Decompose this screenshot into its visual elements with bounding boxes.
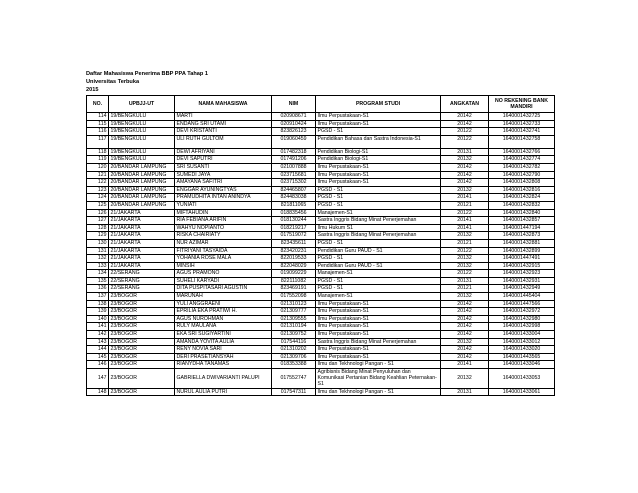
account-number: 1640001432931 — [489, 277, 555, 285]
student-name: DEVI SAPUTRI — [175, 156, 272, 164]
program-cell: Ilmu Hukum S1 — [316, 224, 441, 232]
table-row — [87, 346, 555, 354]
account-number: 1640001432857 — [489, 217, 555, 225]
angkatan-cell: 20141 — [441, 361, 489, 369]
upbjj-cell: 23/BOGOR — [109, 369, 175, 389]
angkatan-cell: 20132 — [441, 156, 489, 164]
angkatan-cell: 20131 — [441, 388, 489, 396]
row-number: 125 — [87, 201, 109, 209]
row-number: 146 — [87, 361, 109, 369]
col-header-program: PROGRAM STUDI — [316, 96, 441, 113]
account-number: 1640001432816 — [489, 186, 555, 194]
upbjj-cell: 23/BOGOR — [109, 338, 175, 346]
table-row — [87, 239, 555, 247]
row-number: 143 — [87, 338, 109, 346]
nim-cell: 822048029 — [272, 262, 316, 270]
angkatan-cell: 20122 — [441, 247, 489, 255]
program-cell: Pendidikan Bahasa dan Sastra Indonesia-S1 — [316, 135, 441, 148]
table-row — [87, 186, 555, 194]
upbjj-cell: 21/JAKARTA — [109, 239, 175, 247]
nim-cell: 020908671 — [272, 113, 316, 121]
student-name: SUMEDI JAYA — [175, 171, 272, 179]
row-number: 132 — [87, 255, 109, 263]
student-name: EKA SRI SUGIYARTINI — [175, 331, 272, 339]
student-name: AGUS PRAMONO — [175, 270, 272, 278]
account-number: 1640001432790 — [489, 171, 555, 179]
nim-cell: 017491206 — [272, 156, 316, 164]
account-number: 1640001432832 — [489, 201, 555, 209]
upbjj-cell: 20/BANDAR LAMPUNG — [109, 163, 175, 171]
angkatan-cell: 20122 — [441, 135, 489, 148]
account-number: 1640001432725 — [489, 113, 555, 121]
row-number: 137 — [87, 293, 109, 301]
table-row — [87, 262, 555, 270]
nim-cell: 021310202 — [272, 346, 316, 354]
account-number: 1640001432980 — [489, 315, 555, 323]
table-row — [87, 323, 555, 331]
table-row — [87, 293, 555, 301]
row-number: 115 — [87, 120, 109, 128]
nim-cell: 018353388 — [272, 361, 316, 369]
program-cell: Ilmu Perpustakaan-S1 — [316, 120, 441, 128]
upbjj-cell: 23/BOGOR — [109, 308, 175, 316]
upbjj-cell: 19/BENGKULU — [109, 128, 175, 136]
angkatan-cell: 20132 — [441, 186, 489, 194]
account-number: 1640001447566 — [489, 300, 555, 308]
program-cell: PGSD - S1 — [316, 201, 441, 209]
upbjj-cell: 23/BOGOR — [109, 315, 175, 323]
student-name: RISKA CHAIRIATY — [175, 232, 272, 240]
student-name: WAHYU NOPIANTO — [175, 224, 272, 232]
upbjj-cell: 19/BENGKULU — [109, 120, 175, 128]
program-cell: PGSD - S1 — [316, 186, 441, 194]
program-cell: Ilmu dan Tekhnologi Pangan - S1 — [316, 361, 441, 369]
student-name: YULI ANGGRAENI — [175, 300, 272, 308]
account-number: 1640001432733 — [489, 120, 555, 128]
angkatan-cell: 20132 — [441, 232, 489, 240]
angkatan-cell: 20142 — [441, 353, 489, 361]
row-number: 114 — [87, 113, 109, 121]
program-cell: Sastra Inggris Bidang Minat Penerjemahan — [316, 338, 441, 346]
angkatan-cell: 20142 — [441, 113, 489, 121]
program-cell: PGSD - S1 — [316, 239, 441, 247]
row-number: 130 — [87, 239, 109, 247]
nim-cell: 021309777 — [272, 308, 316, 316]
table-row — [87, 232, 555, 240]
upbjj-cell: 22/SERANG — [109, 277, 175, 285]
nim-cell: 021007888 — [272, 163, 316, 171]
row-number: 140 — [87, 315, 109, 323]
upbjj-cell: 23/BOGOR — [109, 323, 175, 331]
program-cell: PGSD - S1 — [316, 285, 441, 293]
program-cell: Ilmu dan Tekhnologi Pangan - S1 — [316, 388, 441, 396]
row-number: 129 — [87, 232, 109, 240]
nim-cell: 018219217 — [272, 224, 316, 232]
program-cell: Agribisnis Bidang Minat Penyuluhan dan Komunikasi Pertanian Bidang Keahlian Peternakan-S1 — [316, 369, 441, 389]
program-cell: Pendidikan Guru PAUD - S1 — [316, 247, 441, 255]
table-row — [87, 300, 555, 308]
upbjj-cell: 20/BANDAR LAMPUNG — [109, 171, 175, 179]
account-number: 1640001432840 — [489, 209, 555, 217]
nim-cell: 017544116 — [272, 338, 316, 346]
angkatan-cell: 20141 — [441, 217, 489, 225]
account-number: 1640001432972 — [489, 308, 555, 316]
nim-cell: 821811065 — [272, 201, 316, 209]
row-number: 121 — [87, 171, 109, 179]
upbjj-cell: 20/BANDAR LAMPUNG — [109, 201, 175, 209]
table-row — [87, 255, 555, 263]
student-name: MINSIH — [175, 262, 272, 270]
nim-cell: 017552747 — [272, 369, 316, 389]
table-row — [87, 247, 555, 255]
row-number: 148 — [87, 388, 109, 396]
student-name: AGUS NUROHMAN — [175, 315, 272, 323]
student-name: RIANYDHA TANAMAS — [175, 361, 272, 369]
student-name: EPRILIA EKA PRATIWI H. — [175, 308, 272, 316]
student-name: NURUL AULIA PUTRI — [175, 388, 272, 396]
account-number: 1640001447194 — [489, 224, 555, 232]
student-name: ENDANG SRI UTAMI — [175, 120, 272, 128]
nim-cell: 018130244 — [272, 217, 316, 225]
upbjj-cell: 23/BOGOR — [109, 388, 175, 396]
row-number: 144 — [87, 346, 109, 354]
program-cell: Sastra Inggris Bidang Minat Penerjemahan — [316, 232, 441, 240]
angkatan-cell: 20132 — [441, 338, 489, 346]
upbjj-cell: 20/BANDAR LAMPUNG — [109, 186, 175, 194]
student-name: MARUNAH — [175, 293, 272, 301]
nim-cell: 019099229 — [272, 270, 316, 278]
angkatan-cell: 20142 — [441, 308, 489, 316]
row-number: 128 — [87, 224, 109, 232]
table-body — [87, 113, 555, 396]
upbjj-cell: 21/JAKARTA — [109, 217, 175, 225]
table-row — [87, 201, 555, 209]
upbjj-cell: 23/BOGOR — [109, 300, 175, 308]
angkatan-cell: 20142 — [441, 300, 489, 308]
nim-cell: 823469191 — [272, 285, 316, 293]
col-header-nim: NIM — [272, 96, 316, 113]
angkatan-cell: 20132 — [441, 255, 489, 263]
program-cell: PGSD - S1 — [316, 194, 441, 202]
account-number: 1640001432923 — [489, 270, 555, 278]
row-number: 136 — [87, 285, 109, 293]
angkatan-cell: 20132 — [441, 262, 489, 270]
table-row — [87, 171, 555, 179]
nim-cell: 017547311 — [272, 388, 316, 396]
row-number: 138 — [87, 300, 109, 308]
table-row — [87, 156, 555, 164]
upbjj-cell: 21/JAKARTA — [109, 232, 175, 240]
account-number: 1640001433012 — [489, 338, 555, 346]
upbjj-cell: 20/BANDAR LAMPUNG — [109, 179, 175, 187]
nim-cell: 020910424 — [272, 120, 316, 128]
account-number: 1640001433046 — [489, 361, 555, 369]
program-cell: Manajemen-S1 — [316, 270, 441, 278]
account-number: 1640001432915 — [489, 262, 555, 270]
table-row — [87, 113, 555, 121]
upbjj-cell: 23/BOGOR — [109, 361, 175, 369]
row-number: 133 — [87, 262, 109, 270]
angkatan-cell: 20141 — [441, 194, 489, 202]
document-title: Daftar Mahasiswa Penerima BBP PPA Tahap 1 — [86, 71, 208, 77]
account-number: 1640001432899 — [489, 247, 555, 255]
student-name: RENY NOVIA SARI — [175, 346, 272, 354]
student-name: ENGGAR AYUNINGTYAS — [175, 186, 272, 194]
angkatan-cell: 20142 — [441, 346, 489, 354]
row-number: 147 — [87, 369, 109, 389]
angkatan-cell: 20142 — [441, 171, 489, 179]
nim-cell: 017519072 — [272, 232, 316, 240]
program-cell: Ilmu Perpustakaan-S1 — [316, 113, 441, 121]
program-cell: Manajemen-S1 — [316, 209, 441, 217]
row-number: 135 — [87, 277, 109, 285]
account-number: 1640001432758 — [489, 135, 555, 148]
student-name: ULI RUTH GULTOM — [175, 135, 272, 148]
row-number: 131 — [87, 247, 109, 255]
account-number: 1640001432824 — [489, 194, 555, 202]
upbjj-cell: 23/BOGOR — [109, 353, 175, 361]
account-number: 1640001433053 — [489, 369, 555, 389]
nim-cell: 822111082 — [272, 277, 316, 285]
row-number: 139 — [87, 308, 109, 316]
program-cell: Ilmu Perpustakaan-S1 — [316, 346, 441, 354]
nim-cell: 017482318 — [272, 148, 316, 156]
account-number: 1640001432881 — [489, 239, 555, 247]
upbjj-cell: 19/BENGKULU — [109, 156, 175, 164]
nim-cell: 023715302 — [272, 179, 316, 187]
angkatan-cell: 20141 — [441, 224, 489, 232]
table-row — [87, 308, 555, 316]
angkatan-cell: 20131 — [441, 277, 489, 285]
upbjj-cell: 23/BOGOR — [109, 346, 175, 354]
university-name: Universitas Terbuka — [86, 78, 140, 85]
student-name: NUR AZIMAR — [175, 239, 272, 247]
account-number: 1640001433061 — [489, 388, 555, 396]
table-row — [87, 315, 555, 323]
angkatan-cell: 20122 — [441, 270, 489, 278]
angkatan-cell: 20142 — [441, 120, 489, 128]
table-row — [87, 128, 555, 136]
nim-cell: 017552098 — [272, 293, 316, 301]
angkatan-cell: 20122 — [441, 209, 489, 217]
table-row — [87, 120, 555, 128]
angkatan-cell: 20121 — [441, 285, 489, 293]
student-name: RIA FEBIANA ARIFIN — [175, 217, 272, 225]
col-header-no: NO. — [87, 96, 109, 113]
angkatan-cell: 20122 — [441, 128, 489, 136]
nim-cell: 823420231 — [272, 247, 316, 255]
table-row — [87, 277, 555, 285]
row-number: 120 — [87, 163, 109, 171]
upbjj-cell: 21/JAKARTA — [109, 224, 175, 232]
row-number: 116 — [87, 128, 109, 136]
student-name: GABRIELLA DWIVARIANTI PALUPI — [175, 369, 272, 389]
nim-cell: 824483038 — [272, 194, 316, 202]
account-number: 1640001432873 — [489, 232, 555, 240]
program-cell: PGSD - S1 — [316, 255, 441, 263]
col-header-name: NAMA MAHASISWA — [175, 96, 272, 113]
account-number: 1640001432774 — [489, 156, 555, 164]
document-year: 2015 — [86, 86, 99, 93]
program-cell: Ilmu Perpustakaan-S1 — [316, 315, 441, 323]
table-row — [87, 194, 555, 202]
program-cell: Ilmu Perpustakaan-S1 — [316, 308, 441, 316]
table-row — [87, 135, 555, 148]
program-cell: PGSD - S1 — [316, 128, 441, 136]
row-number: 145 — [87, 353, 109, 361]
nim-cell: 021309555 — [272, 315, 316, 323]
row-number: 118 — [87, 148, 109, 156]
nim-cell: 021309706 — [272, 353, 316, 361]
student-name: FITRIYANI TASYAIDA — [175, 247, 272, 255]
account-number: 1640001432782 — [489, 163, 555, 171]
student-name: MARTI — [175, 113, 272, 121]
program-cell: Manajemen-S1 — [316, 293, 441, 301]
table-row — [87, 369, 555, 389]
nim-cell: 822019533 — [272, 255, 316, 263]
upbjj-cell: 22/SERANG — [109, 270, 175, 278]
student-name: DITA PUSPITASARI AGUSTIN — [175, 285, 272, 293]
program-cell: Pendidikan Biologi-S1 — [316, 148, 441, 156]
nim-cell: 021309752 — [272, 331, 316, 339]
student-name: DERI PRASETIANSYAH — [175, 353, 272, 361]
table-row — [87, 361, 555, 369]
program-cell: Ilmu Perpustakaan-S1 — [316, 331, 441, 339]
table-row — [87, 270, 555, 278]
table-row — [87, 331, 555, 339]
upbjj-cell: 21/JAKARTA — [109, 255, 175, 263]
program-cell: PGSD - S1 — [316, 277, 441, 285]
program-cell: Ilmu Perpustakaan-S1 — [316, 300, 441, 308]
row-number: 142 — [87, 331, 109, 339]
account-number: 1640001447491 — [489, 255, 555, 263]
nim-cell: 824465807 — [272, 186, 316, 194]
table-row — [87, 217, 555, 225]
row-number: 117 — [87, 135, 109, 148]
table-row — [87, 388, 555, 396]
program-cell: Pendidikan Guru PAUD - S1 — [316, 262, 441, 270]
account-number: 1640001432766 — [489, 148, 555, 156]
student-name: RULY MAULANA — [175, 323, 272, 331]
account-number: 1640001432949 — [489, 285, 555, 293]
table-header-row — [87, 96, 555, 113]
angkatan-cell: 20142 — [441, 179, 489, 187]
student-name: YUNIATI — [175, 201, 272, 209]
account-number: 1640001432998 — [489, 323, 555, 331]
row-number: 134 — [87, 270, 109, 278]
row-number: 127 — [87, 217, 109, 225]
table-row — [87, 353, 555, 361]
upbjj-cell: 19/BENGKULU — [109, 148, 175, 156]
upbjj-cell: 19/BENGKULU — [109, 135, 175, 148]
angkatan-cell: 20142 — [441, 315, 489, 323]
col-header-angkatan: ANGKATAN — [441, 96, 489, 113]
angkatan-cell: 20142 — [441, 331, 489, 339]
student-name: AMANDA YOVITA AULIA — [175, 338, 272, 346]
program-cell: Pendidikan Biologi-S1 — [316, 156, 441, 164]
student-name: YOHANIA ROSE MALA — [175, 255, 272, 263]
row-number: 124 — [87, 194, 109, 202]
table-row — [87, 285, 555, 293]
angkatan-cell: 20131 — [441, 148, 489, 156]
account-number: 1640001433004 — [489, 331, 555, 339]
student-name: AMAYANA SAFITRI — [175, 179, 272, 187]
row-number: 119 — [87, 156, 109, 164]
account-number: 1640001443565 — [489, 353, 555, 361]
angkatan-cell: 20132 — [441, 293, 489, 301]
angkatan-cell: 20121 — [441, 201, 489, 209]
table-row — [87, 148, 555, 156]
table-row — [87, 209, 555, 217]
program-cell: Ilmu Perpustakaan-S1 — [316, 323, 441, 331]
nim-cell: 823826123 — [272, 128, 316, 136]
table-row — [87, 179, 555, 187]
program-cell: Ilmu Perpustakaan-S1 — [316, 171, 441, 179]
account-number: 1640001433020 — [489, 346, 555, 354]
account-number: 1640001432808 — [489, 179, 555, 187]
upbjj-cell: 21/JAKARTA — [109, 247, 175, 255]
nim-cell: 021310194 — [272, 323, 316, 331]
row-number: 126 — [87, 209, 109, 217]
program-cell: Ilmu Perpustakaan-S1 — [316, 353, 441, 361]
angkatan-cell: 20142 — [441, 323, 489, 331]
upbjj-cell: 20/BANDAR LAMPUNG — [109, 194, 175, 202]
program-cell: Ilmu Perpustakaan-S1 — [316, 163, 441, 171]
angkatan-cell: 20142 — [441, 163, 489, 171]
document-header — [86, 71, 208, 94]
angkatan-cell: 20121 — [441, 239, 489, 247]
student-name: DEWI AFRIYANI — [175, 148, 272, 156]
row-number: 122 — [87, 179, 109, 187]
col-header-rekening: NO REKENING BANK MANDIRI — [489, 96, 555, 113]
student-name: PRAMUDHITA INTAN ANINDYA — [175, 194, 272, 202]
upbjj-cell: 19/BENGKULU — [109, 113, 175, 121]
table-row — [87, 163, 555, 171]
upbjj-cell: 21/JAKARTA — [109, 209, 175, 217]
row-number: 123 — [87, 186, 109, 194]
student-name: SRI SUSANTI — [175, 163, 272, 171]
student-name: SUHELI KARYADI — [175, 277, 272, 285]
program-cell: Sastra Inggris Bidang Minat Penerjemahan — [316, 217, 441, 225]
nim-cell: 823435611 — [272, 239, 316, 247]
account-number: 1640001432741 — [489, 128, 555, 136]
nim-cell: 018835456 — [272, 209, 316, 217]
upbjj-cell: 23/BOGOR — [109, 293, 175, 301]
account-number: 1640001445404 — [489, 293, 555, 301]
table-row — [87, 224, 555, 232]
student-name: DEVI KRISTANTI — [175, 128, 272, 136]
nim-cell: 021310123 — [272, 300, 316, 308]
upbjj-cell: 22/SERANG — [109, 285, 175, 293]
student-name: MIFTAHUDIN — [175, 209, 272, 217]
angkatan-cell: 20132 — [441, 369, 489, 389]
col-header-upbjj: UPBJJ-UT — [109, 96, 175, 113]
upbjj-cell: 21/JAKARTA — [109, 262, 175, 270]
table-row — [87, 338, 555, 346]
nim-cell: 019060459 — [272, 135, 316, 148]
nim-cell: 023715681 — [272, 171, 316, 179]
recipients-table — [86, 95, 555, 396]
program-cell: Ilmu Perpustakaan-S1 — [316, 179, 441, 187]
row-number: 141 — [87, 323, 109, 331]
upbjj-cell: 23/BOGOR — [109, 331, 175, 339]
